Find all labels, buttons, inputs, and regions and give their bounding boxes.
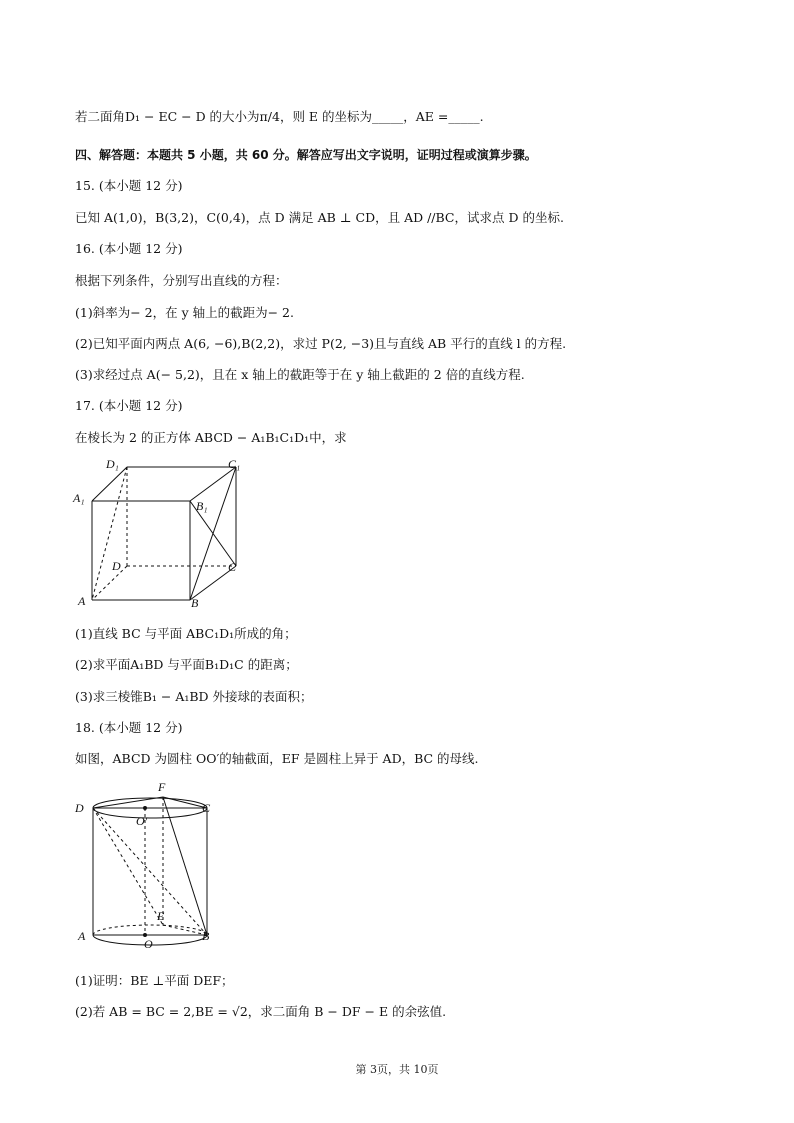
q16-part-1: (1)斜率为− 2，在 y 轴上的截距为− 2. (75, 305, 294, 320)
question-14-tail: 若二面角D₁ − EC − D 的大小为π/4，则 E 的坐标为_____，AE =_____. (75, 109, 484, 124)
label-B: B (191, 596, 199, 610)
cylinder-figure (70, 775, 250, 955)
label-B1: B₁ (196, 499, 208, 513)
label-C1: C₁ (228, 457, 241, 471)
q17-part-2: (2)求平面A₁BD 与平面B₁D₁C 的距离； (75, 657, 298, 672)
q15-text: 已知 A(1,0)，B(3,2)，C(0,4)，点 D 满足 AB ⊥ CD，且 AD //BC，试求点 D 的坐标. (75, 210, 564, 225)
q17-text: 在棱长为 2 的正方体 ABCD − A₁B₁C₁D₁中，求 (75, 430, 347, 445)
label-B: B (202, 929, 210, 943)
section-heading-4: 四、解答题：本题共 5 小题，共 60 分。解答应写出文字说明，证明过程或演算步骤。 (75, 148, 537, 162)
label-C: C (202, 801, 211, 815)
q17-heading: 17. (本小题 12 分) (75, 398, 183, 413)
label-E: E (157, 909, 165, 923)
q18-part-1: (1)证明：BE ⊥平面 DEF； (75, 973, 234, 988)
label-O-prime: O′ (136, 814, 148, 828)
q18-text: 如图，ABCD 为圆柱 OO′的轴截面，EF 是圆柱上异于 AD，BC 的母线. (75, 751, 479, 766)
label-D1: D₁ (106, 457, 119, 471)
q16-part-3: (3)求经过点 A(− 5,2)，且在 x 轴上的截距等于在 y 轴上截距的 2 倍的直线方程. (75, 367, 525, 382)
q16-part-2: (2)已知平面内两点 A(6, −6),B(2,2)，求过 P(2, −3)且与直线 AB 平行的直线 l 的方程. (75, 336, 567, 351)
label-O: O (144, 937, 153, 951)
q18-part-2: (2)若 AB = BC = 2,BE = √2，求二面角 B − DF − E 的余弦值. (75, 1004, 447, 1019)
page-footer: 第 3页，共 10页 (355, 1063, 439, 1076)
q17-part-1: (1)直线 BC 与平面 ABC₁D₁所成的角； (75, 626, 297, 641)
label-A1: A₁ (73, 491, 85, 505)
q18-heading: 18. (本小题 12 分) (75, 720, 183, 735)
label-D: D (75, 801, 84, 815)
q15-heading: 15. (本小题 12 分) (75, 178, 183, 193)
label-D: D (112, 559, 121, 573)
cube-figure (70, 455, 270, 615)
q16-text: 根据下列条件，分别写出直线的方程： (75, 273, 288, 288)
label-F: F (158, 780, 166, 794)
label-A: A (78, 594, 86, 608)
label-C: C (228, 560, 237, 574)
label-A: A (78, 929, 86, 943)
q17-part-3: (3)求三棱锥B₁ − A₁BD 外接球的表面积； (75, 689, 313, 704)
q16-heading: 16. (本小题 12 分) (75, 241, 183, 256)
